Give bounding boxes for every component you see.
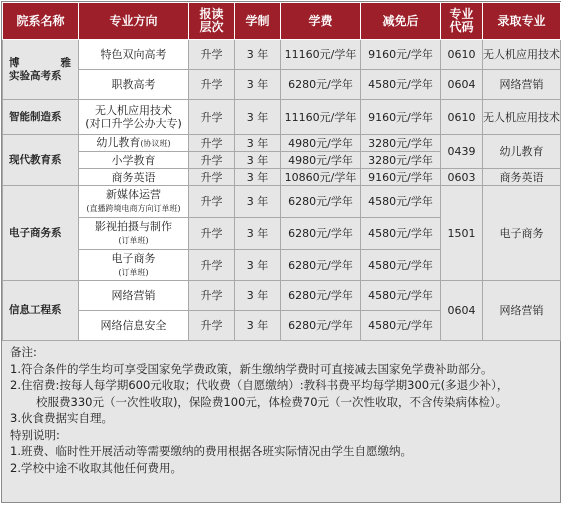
header-row bbox=[3, 3, 561, 40]
reduced-cell: 4580元/学年 bbox=[361, 186, 441, 218]
level-cell: 升学 bbox=[189, 100, 235, 135]
dept-boya: 博 雅 实验高考系 bbox=[3, 40, 79, 100]
duration-cell: 3 年 bbox=[235, 152, 281, 169]
code-cell: 0610 bbox=[441, 100, 483, 135]
duration-cell: 3 年 bbox=[235, 186, 281, 218]
table-row bbox=[3, 100, 561, 135]
code-cell: 0604 bbox=[441, 281, 483, 341]
duration-cell: 3 年 bbox=[235, 311, 281, 341]
table-row bbox=[3, 70, 561, 100]
major-cell: 新媒体运营 (直播跨境电商方向订单班) bbox=[79, 186, 189, 218]
dept-zhineng: 智能制造系 bbox=[3, 100, 79, 135]
table-row bbox=[3, 169, 561, 186]
level-cell: 升学 bbox=[189, 311, 235, 341]
level-cell: 升学 bbox=[189, 152, 235, 169]
fee-cell: 6280元/学年 bbox=[281, 186, 361, 218]
header-reduced: 减免后 bbox=[361, 3, 441, 40]
code-cell: 0439 bbox=[441, 135, 483, 169]
duration-cell: 3 年 bbox=[235, 218, 281, 250]
header-dept: 院系名称 bbox=[3, 3, 79, 40]
admit-cell: 幼儿教育 bbox=[483, 135, 561, 169]
header-level: 报读 层次 bbox=[189, 3, 235, 40]
notes-title: 备注: bbox=[10, 345, 37, 359]
code-cell: 0603 bbox=[441, 169, 483, 186]
level-cell: 升学 bbox=[189, 70, 235, 100]
special-item: 2.学校中途不收取其他任何费用。 bbox=[10, 460, 182, 475]
code-cell: 1501 bbox=[441, 186, 483, 281]
note-item: 1.符合条件的学生均可享受国家免学费政策，新生缴纳学费时可直接减去国家免学费补助部分。 bbox=[10, 361, 493, 376]
major-cell: 影视拍摄与制作 (订单班) bbox=[79, 218, 189, 250]
admit-cell: 网络营销 bbox=[483, 70, 561, 100]
fee-cell: 11160元/学年 bbox=[281, 100, 361, 135]
admit-cell: 电子商务 bbox=[483, 186, 561, 281]
level-cell: 升学 bbox=[189, 169, 235, 186]
reduced-cell: 3280元/学年 bbox=[361, 135, 441, 152]
major-cell: 特色双向高考 bbox=[79, 40, 189, 70]
table-row bbox=[3, 186, 561, 218]
table-row bbox=[3, 135, 561, 152]
special-item: 1.班费、临时性开展活动等需要缴纳的费用根据各班实际情况由学生自愿缴纳。 bbox=[10, 444, 412, 458]
header-code: 专业 代码 bbox=[441, 3, 483, 40]
duration-cell: 3 年 bbox=[235, 169, 281, 186]
header-admit: 录取专业 bbox=[483, 3, 561, 40]
reduced-cell: 4580元/学年 bbox=[361, 70, 441, 100]
level-cell: 升学 bbox=[189, 281, 235, 311]
dept-dianzi: 电子商务系 bbox=[3, 186, 79, 281]
major-cell: 无人机应用技术 (对口升学公办大专) bbox=[79, 100, 189, 135]
level-cell: 升学 bbox=[189, 135, 235, 152]
dept-xinxi: 信息工程系 bbox=[3, 281, 79, 341]
major-cell: 职教高考 bbox=[79, 70, 189, 100]
duration-cell: 3 年 bbox=[235, 250, 281, 281]
duration-cell: 3 年 bbox=[235, 100, 281, 135]
fee-cell: 4980元/学年 bbox=[281, 152, 361, 169]
reduced-cell: 3280元/学年 bbox=[361, 152, 441, 169]
notes-section bbox=[2, 341, 560, 476]
duration-cell: 3 年 bbox=[235, 70, 281, 100]
fee-table bbox=[2, 2, 561, 341]
table-row bbox=[3, 40, 561, 70]
major-cell: 网络信息安全 bbox=[79, 311, 189, 341]
level-cell: 升学 bbox=[189, 40, 235, 70]
header-fee: 学费 bbox=[281, 3, 361, 40]
fee-cell: 6280元/学年 bbox=[281, 250, 361, 281]
major-cell: 小学教育 bbox=[79, 152, 189, 169]
header-duration: 学制 bbox=[235, 3, 281, 40]
level-cell: 升学 bbox=[189, 186, 235, 218]
major-cell: 网络营销 bbox=[79, 281, 189, 311]
fee-cell: 6280元/学年 bbox=[281, 70, 361, 100]
table-row bbox=[3, 281, 561, 311]
major-cell: 幼儿教育(协议班) bbox=[79, 135, 189, 152]
code-cell: 0604 bbox=[441, 70, 483, 100]
dept-xiandai: 现代教育系 bbox=[3, 135, 79, 186]
reduced-cell: 9160元/学年 bbox=[361, 40, 441, 70]
major-cell: 电子商务 (订单班) bbox=[79, 250, 189, 281]
fee-cell: 4980元/学年 bbox=[281, 135, 361, 152]
reduced-cell: 4580元/学年 bbox=[361, 250, 441, 281]
special-title: 特别说明: bbox=[10, 427, 60, 442]
reduced-cell: 4580元/学年 bbox=[361, 218, 441, 250]
fee-cell: 6280元/学年 bbox=[281, 281, 361, 311]
note-item: 3.伙食费据实自理。 bbox=[10, 411, 113, 425]
duration-cell: 3 年 bbox=[235, 281, 281, 311]
reduced-cell: 9160元/学年 bbox=[361, 169, 441, 186]
note-item: 校服费330元（一次性收取)，保险费100元，体检费70元（一次性收取，不含传染病体检）。 bbox=[36, 394, 508, 409]
fee-table-document bbox=[1, 1, 561, 503]
level-cell: 升学 bbox=[189, 250, 235, 281]
duration-cell: 3 年 bbox=[235, 135, 281, 152]
level-cell: 升学 bbox=[189, 218, 235, 250]
fee-cell: 6280元/学年 bbox=[281, 218, 361, 250]
admit-cell: 网络营销 bbox=[483, 281, 561, 341]
duration-cell: 3 年 bbox=[235, 40, 281, 70]
fee-cell: 10860元/学年 bbox=[281, 169, 361, 186]
fee-cell: 11160元/学年 bbox=[281, 40, 361, 70]
admit-cell: 无人机应用技术 bbox=[483, 40, 561, 70]
note-item: 2.住宿费:按每人每学期600元收取；代收费（自愿缴纳）:教科书费平均每学期300元(多退少补）， bbox=[10, 378, 509, 392]
fee-cell: 6280元/学年 bbox=[281, 311, 361, 341]
reduced-cell: 4580元/学年 bbox=[361, 281, 441, 311]
reduced-cell: 9160元/学年 bbox=[361, 100, 441, 135]
admit-cell: 商务英语 bbox=[483, 169, 561, 186]
major-cell: 商务英语 bbox=[79, 169, 189, 186]
admit-cell: 无人机应用技术 bbox=[483, 100, 561, 135]
header-major: 专业方向 bbox=[79, 3, 189, 40]
code-cell: 0610 bbox=[441, 40, 483, 70]
reduced-cell: 4580元/学年 bbox=[361, 311, 441, 341]
